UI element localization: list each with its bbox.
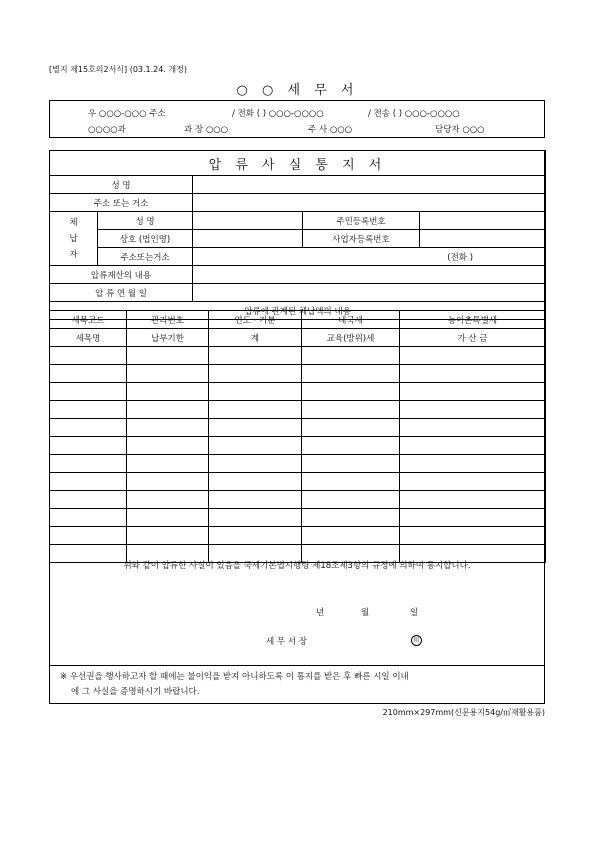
table-cell[interactable] — [400, 437, 546, 455]
table-cell[interactable] — [209, 527, 302, 545]
table-cell[interactable] — [209, 473, 302, 491]
footnote — [60, 670, 538, 700]
table-cell[interactable] — [50, 347, 127, 365]
taxpayer-char-1: 체 — [69, 217, 78, 228]
phone-label: / 전화 ( ) ○○○-○○○○ — [232, 109, 324, 119]
name-value[interactable] — [193, 176, 546, 194]
date-month-label: 월 — [361, 608, 370, 618]
table-cell[interactable] — [50, 401, 127, 419]
name-label: 성 명 — [50, 176, 193, 194]
section-chief-label: 과 장 ○○○ — [184, 125, 229, 135]
table-cell[interactable] — [127, 401, 209, 419]
taxpayer-char-2: 납 — [69, 233, 78, 244]
table-cell[interactable] — [127, 527, 209, 545]
table-cell[interactable] — [50, 527, 127, 545]
table-cell[interactable] — [400, 419, 546, 437]
arrears-table — [49, 310, 546, 563]
table-cell[interactable] — [302, 491, 400, 509]
table-row — [50, 491, 546, 509]
staff-label: 담당자 ○○○ — [435, 125, 485, 135]
table-row — [50, 527, 546, 545]
table-cell[interactable] — [400, 455, 546, 473]
table-row — [50, 509, 546, 527]
table-cell[interactable] — [400, 509, 546, 527]
table-cell[interactable] — [302, 527, 400, 545]
table-cell[interactable] — [209, 401, 302, 419]
taxpayer-phone-field[interactable]: (전화 ) — [193, 248, 546, 266]
office-address-box — [49, 100, 545, 138]
trade-name-label: 상호 (법인명) — [98, 230, 193, 248]
table-cell[interactable] — [209, 383, 302, 401]
table-cell[interactable] — [302, 347, 400, 365]
table-cell[interactable] — [50, 365, 127, 383]
table-cell[interactable] — [400, 527, 546, 545]
seizure-date-label: 압 류 연 월 일 — [50, 284, 193, 302]
seizure-notice-form — [49, 150, 545, 704]
arrears-table-body — [50, 311, 546, 563]
paper-spec: 210mm×297mm(신문용지54g/㎡재활용품) — [382, 708, 545, 717]
tax-office-title: ○ ○ 세 무 서 — [236, 83, 359, 98]
table-cell[interactable] — [209, 509, 302, 527]
form-number-note: [별지 제15호의2서식] (03.1.24. 개정) — [49, 65, 188, 74]
footnote-line-1: ※ 우선권을 행사하고자 할 때에는 불이익을 받지 아니하도록 이 통지를 받은 후 빠른 시일 이내 — [60, 672, 409, 682]
table-cell[interactable] — [302, 437, 400, 455]
table-cell[interactable] — [302, 455, 400, 473]
table-cell[interactable] — [400, 365, 546, 383]
footnote-line-2: 에 그 사실을 증명하시기 바랍니다. — [71, 687, 200, 697]
table-row — [50, 383, 546, 401]
address-label: 주소 또는 거소 — [50, 194, 193, 212]
resident-number-value[interactable] — [420, 212, 546, 230]
table-cell[interactable] — [50, 383, 127, 401]
table-cell[interactable] — [209, 419, 302, 437]
notice-text: 위와 같이 압류한 사실이 있음을 국세기본법시행령 제18조제3항의 규정에 의하여 통지합니다. — [123, 561, 471, 571]
tax-name-header: 세목명 — [50, 329, 127, 347]
table-cell[interactable] — [50, 509, 127, 527]
arrears-section-title: 압류에 관계된 체납액의 내용 — [50, 302, 546, 320]
signer-title: 세 무 서 장 — [266, 637, 307, 647]
total-header: 계 — [209, 329, 302, 347]
management-number-header: 관리번호 — [127, 311, 209, 329]
table-cell[interactable] — [50, 437, 127, 455]
taxpayer-info-table — [49, 150, 546, 320]
national-tax-header: 내국세 — [302, 311, 400, 329]
table-row — [50, 365, 546, 383]
table-row — [50, 419, 546, 437]
table-cell[interactable] — [302, 419, 400, 437]
table-cell[interactable] — [127, 365, 209, 383]
date-year-label: 년 — [316, 608, 325, 618]
table-cell[interactable] — [127, 509, 209, 527]
year-period-header: 연도 · 기분 — [209, 311, 302, 329]
table-cell[interactable] — [127, 347, 209, 365]
table-cell[interactable] — [127, 455, 209, 473]
table-cell[interactable] — [302, 401, 400, 419]
table-cell[interactable] — [50, 455, 127, 473]
fax-label: / 전송 ( ) ○○○-○○○○ — [368, 109, 460, 119]
footnote-divider — [50, 665, 544, 666]
table-cell[interactable] — [127, 419, 209, 437]
education-tax-header: 교육(방위)세 — [302, 329, 400, 347]
business-number-value[interactable] — [420, 230, 546, 248]
business-number-label: 사업자등록번호 — [303, 230, 420, 248]
zip-address-label: 우 ○○○-○○○ 주소 — [88, 109, 166, 119]
table-cell[interactable] — [209, 455, 302, 473]
table-cell[interactable] — [302, 365, 400, 383]
taxpayer-group-label — [50, 212, 98, 266]
table-row — [50, 455, 546, 473]
seized-property-value[interactable] — [193, 266, 546, 284]
department-label: ○○○○과 — [88, 125, 126, 135]
taxpayer-name-label: 성 명 — [98, 212, 193, 230]
table-cell[interactable] — [127, 383, 209, 401]
table-cell[interactable] — [400, 491, 546, 509]
table-row — [50, 473, 546, 491]
taxpayer-address-label: 주소또는거소 — [98, 248, 193, 266]
resident-number-label: 주민등록번호 — [303, 212, 420, 230]
table-cell[interactable] — [400, 473, 546, 491]
trade-name-value[interactable] — [193, 230, 303, 248]
address-value[interactable] — [193, 194, 546, 212]
taxpayer-char-3: 자 — [69, 249, 78, 260]
seal-icon: 印 — [411, 635, 422, 646]
arrears-header-row — [50, 311, 546, 329]
table-cell[interactable] — [302, 473, 400, 491]
form-title: 압 류 사 실 통 지 서 — [50, 151, 546, 176]
table-cell[interactable] — [400, 347, 546, 365]
officer-label: 주 사 ○○○ — [308, 125, 353, 135]
table-cell[interactable] — [50, 491, 127, 509]
taxpayer-name-value[interactable] — [193, 212, 303, 230]
table-cell[interactable] — [209, 347, 302, 365]
table-cell[interactable] — [400, 401, 546, 419]
table-row — [50, 437, 546, 455]
table-cell[interactable] — [127, 473, 209, 491]
table-cell[interactable] — [127, 491, 209, 509]
seized-property-label: 압류재산의 내용 — [50, 266, 193, 284]
arrears-header-row — [50, 329, 546, 347]
table-cell[interactable] — [50, 473, 127, 491]
table-cell[interactable] — [209, 437, 302, 455]
rural-special-tax-header: 농어촌특별세 — [400, 311, 546, 329]
table-row — [50, 401, 546, 419]
table-cell[interactable] — [209, 491, 302, 509]
seizure-date-value[interactable] — [193, 284, 546, 302]
table-cell[interactable] — [400, 383, 546, 401]
penalty-header: 가 산 금 — [400, 329, 546, 347]
date-day-label: 일 — [410, 608, 419, 618]
table-cell[interactable] — [302, 509, 400, 527]
table-cell[interactable] — [50, 419, 127, 437]
table-row — [50, 347, 546, 365]
due-date-header: 납부기한 — [127, 329, 209, 347]
table-cell[interactable] — [302, 383, 400, 401]
tax-code-header: 세목코드 — [50, 311, 127, 329]
table-cell[interactable] — [127, 437, 209, 455]
table-cell[interactable] — [209, 365, 302, 383]
